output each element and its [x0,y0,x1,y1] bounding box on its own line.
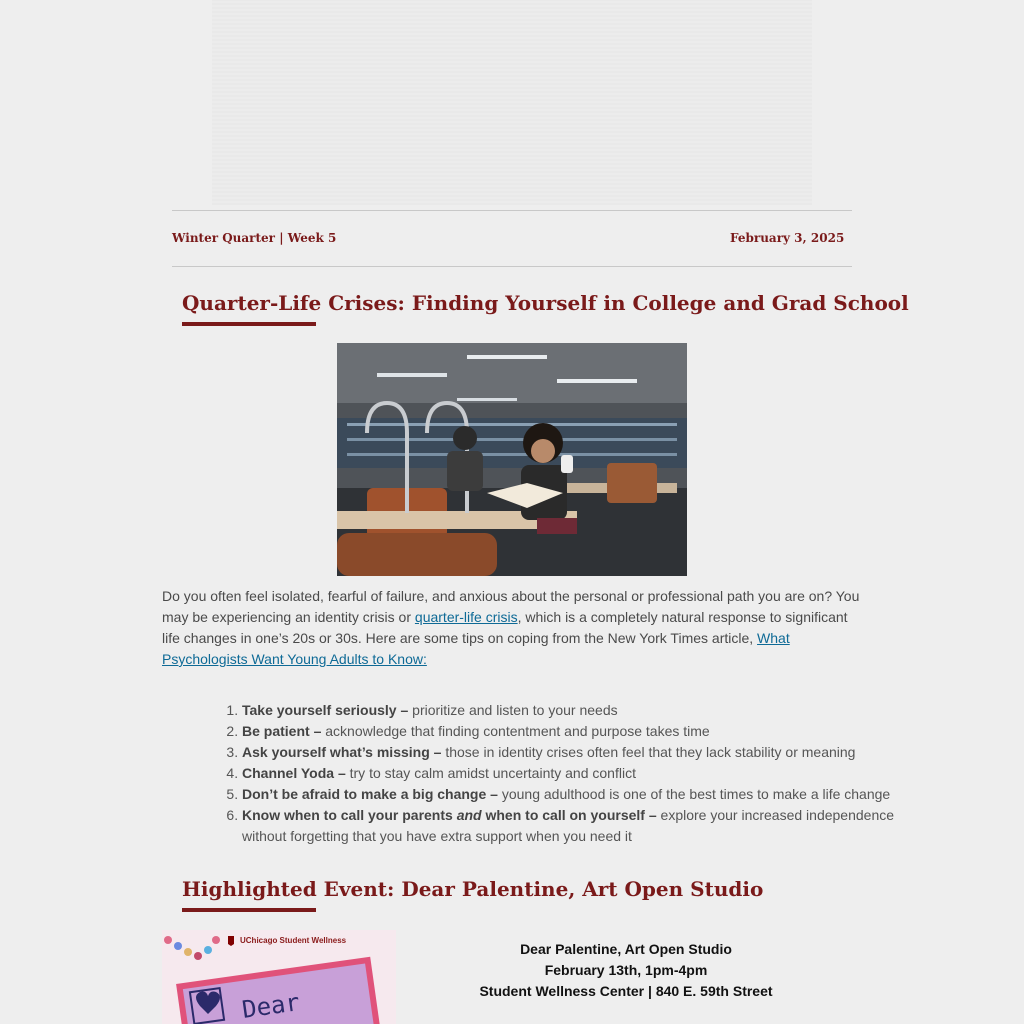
header-top-divider [172,210,852,211]
quarter-life-crisis-link[interactable]: quarter-life crisis [414,609,518,625]
event-time: February 13th, 1pm-4pm [544,962,708,978]
tip-heading-italic: and [456,807,482,823]
tip-heading: Ask yourself what’s missing – [242,744,442,760]
tip-text: those in identity crises often feel that they lack stability or meaning [441,744,856,760]
event-location: Student Wellness Center | 840 E. 59th Street [479,983,773,999]
event-heading-underline [182,908,316,912]
header-bottom-divider [172,266,852,267]
intro-text-part-1: Do you often feel isolated, fearful of failure, and anxious about the personal or professional path you are on? You may be experiencing an identity crisis or [162,588,860,625]
tips-list [182,700,932,847]
tip-heading: Know when to call your parents [242,807,457,823]
tip-heading: Take yourself seriously – [242,702,409,718]
event-details [456,939,796,1002]
list-item [242,742,932,763]
tip-text: explore your increased independence without forgetting that you have extra support when you need it [242,807,895,844]
week-label: Week 5 [287,231,337,245]
term-label: Winter Quarter [172,231,276,245]
tip-heading: Don’t be afraid to make a big change – [242,786,498,802]
list-item [242,763,932,784]
issue-date: February 3, 2025 [730,231,845,245]
event-name: Dear Palentine, Art Open Studio [520,941,732,957]
tip-text: try to stay calm amidst uncertainty and conflict [345,765,636,781]
poster-title: Dear [240,988,302,1024]
event-poster[interactable] [162,930,396,1024]
article-photo [337,343,687,576]
tip-heading: Be patient – [242,723,322,739]
event-heading: Highlighted Event: Dear Palentine, Art Open Studio [182,877,764,901]
intro-text-part-2: , which is a completely natural response to significant life changes in one’s 20s or 30s. Here are some tips on coping from the New York Times article, [162,609,848,646]
issue-separator: | [279,231,284,245]
list-item [242,784,932,805]
tip-text: prioritize and listen to your needs [408,702,618,718]
list-item [242,805,932,847]
tip-heading-continued: when to call on yourself – [481,807,657,823]
article-intro [162,586,862,670]
list-item [242,721,932,742]
article-title-underline [182,322,316,326]
article-title: Quarter-Life Crises: Finding Yourself in College and Grad School [182,291,909,315]
list-item [242,700,932,721]
nyt-article-link[interactable]: What Psychologists Want Young Adults to Know: [162,630,790,667]
tip-text: acknowledge that finding contentment and purpose takes time [321,723,710,739]
poster-brand: UChicago Student Wellness [240,936,347,945]
tip-text: young adulthood is one of the best times to make a life change [497,786,891,802]
library-study-illustration [337,343,687,576]
issue-label [172,231,336,245]
newsletter-banner [212,0,812,205]
tip-heading: Channel Yoda – [242,765,346,781]
